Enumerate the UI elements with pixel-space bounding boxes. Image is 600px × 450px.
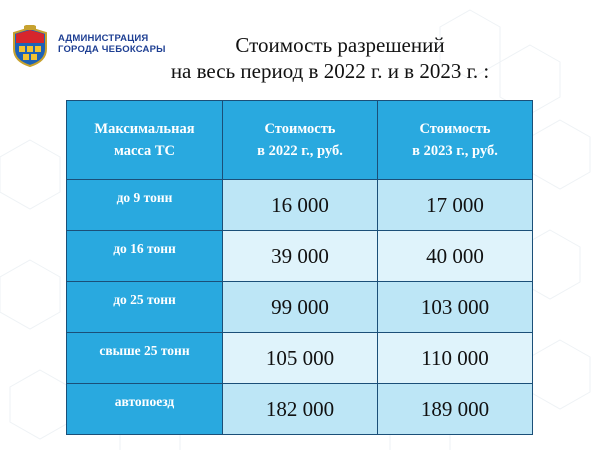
title-line2: на весь период в 2022 г. и в 2023 г. : <box>170 59 490 83</box>
cost-2023-cell: 110 000 <box>378 333 533 384</box>
cost-2023-cell: 103 000 <box>378 282 533 333</box>
table-row <box>67 180 533 231</box>
title-line1: Стоимость разрешений <box>235 33 445 57</box>
header-cost-2023 <box>378 101 533 180</box>
table-row <box>67 231 533 282</box>
cost-2022-cell: 99 000 <box>223 282 378 333</box>
header-max-mass <box>67 101 223 180</box>
header-max-mass-line1: Максимальная <box>94 121 195 137</box>
row-label <box>67 333 223 384</box>
table-row <box>67 282 533 333</box>
row-label <box>67 231 223 282</box>
row-label <box>67 384 223 435</box>
row-label-text: до 25 тонн <box>113 292 176 307</box>
table-row <box>67 384 533 435</box>
table-header-row <box>67 101 533 180</box>
cost-2023-cell: 40 000 <box>378 231 533 282</box>
header-max-mass-line2: масса ТС <box>113 143 176 159</box>
cost-2022-cell: 105 000 <box>223 333 378 384</box>
row-label <box>67 180 223 231</box>
city-coat-of-arms-logo <box>10 25 50 67</box>
table-row <box>67 333 533 384</box>
organization-name-line2: ГОРОДА ЧЕБОКСАРЫ <box>58 44 166 55</box>
cost-2023-cell: 189 000 <box>378 384 533 435</box>
header-cost-2023-line2: в 2023 г., руб. <box>412 143 498 159</box>
row-label-text: автопоезд <box>114 394 175 409</box>
cost-2022-cell: 39 000 <box>223 231 378 282</box>
cost-2022-cell: 182 000 <box>223 384 378 435</box>
organization-name-line1: АДМИНИСТРАЦИЯ <box>58 33 149 44</box>
cost-2023-cell: 17 000 <box>378 180 533 231</box>
row-label <box>67 282 223 333</box>
cost-2022-cell: 16 000 <box>223 180 378 231</box>
header-cost-2022 <box>223 101 378 180</box>
page-title <box>120 32 540 84</box>
header-cost-2022-line1: Стоимость <box>264 121 336 137</box>
row-label-text: до 9 тонн <box>116 190 173 205</box>
header-cost-2022-line2: в 2022 г., руб. <box>257 143 343 159</box>
permit-cost-table <box>66 100 533 435</box>
row-label-text: свыше 25 тонн <box>99 343 190 358</box>
header-cost-2023-line1: Стоимость <box>419 121 491 137</box>
row-label-text: до 16 тонн <box>113 241 176 256</box>
